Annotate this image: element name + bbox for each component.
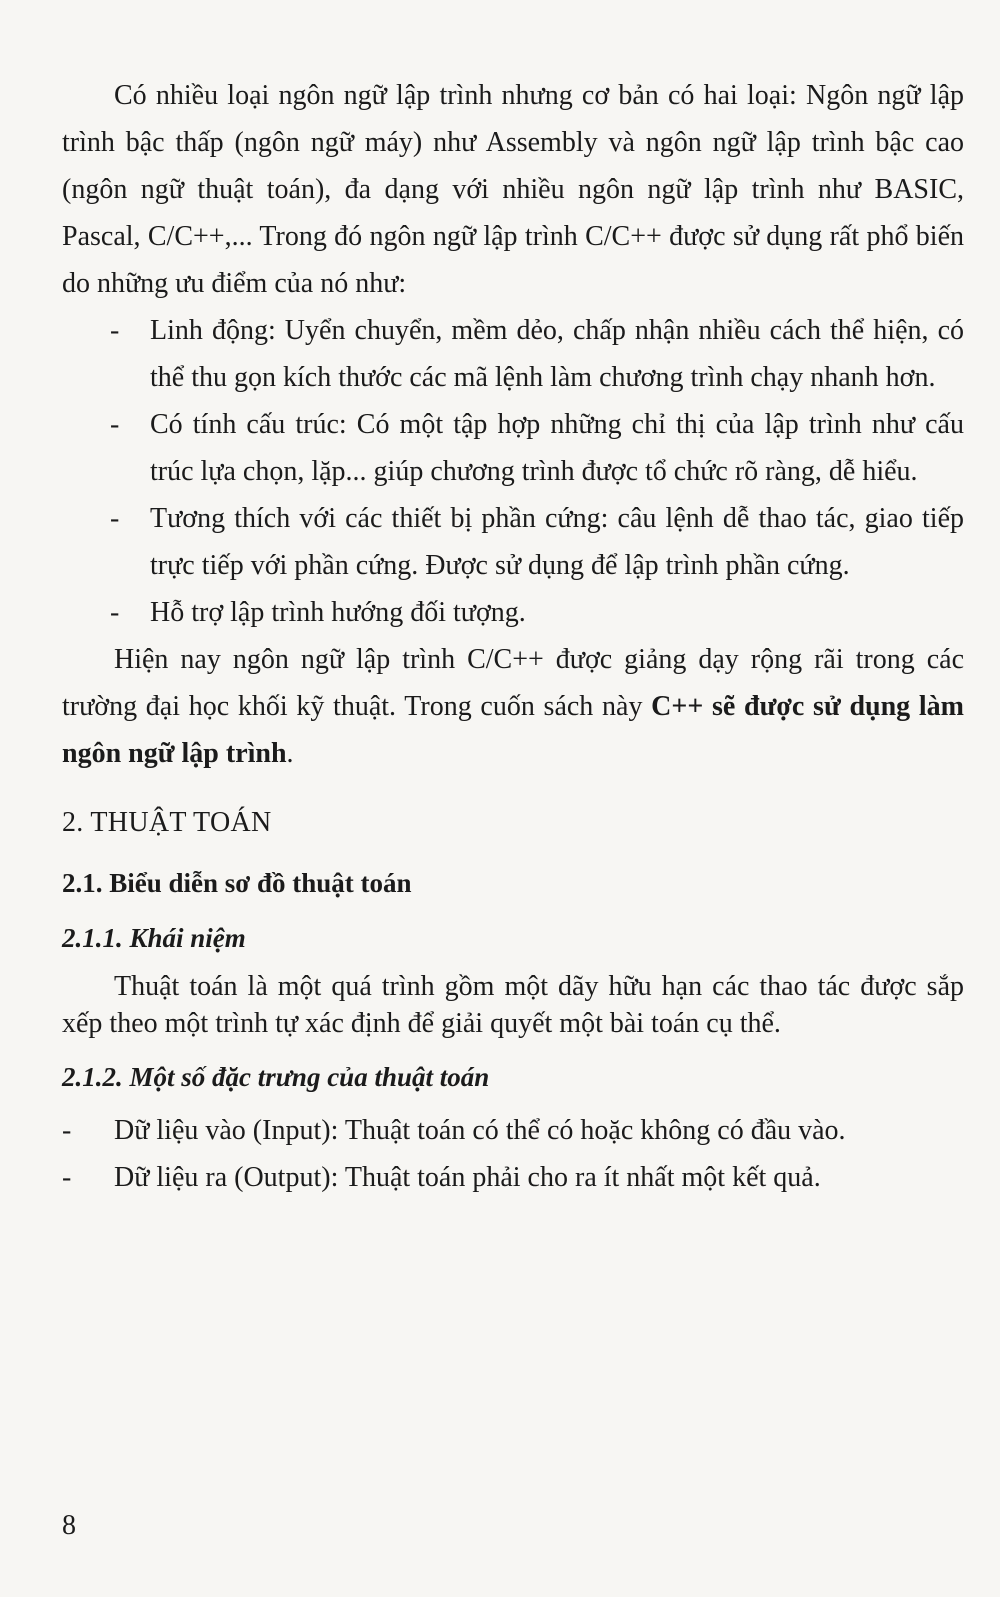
list-item: - Hỗ trợ lập trình hướng đối tượng.	[62, 589, 964, 636]
page-number: 8	[62, 1510, 76, 1541]
bullet-dash: -	[110, 315, 120, 346]
definition-paragraph: Thuật toán là một quá trình gồm một dãy hữu hạn các thao tác được sắp xếp theo một trình tự xác định để giải quyết một bài toán cụ thể.	[62, 971, 964, 1039]
current-usage-paragraph: Hiện nay ngôn ngữ lập trình C/C++ được giảng dạy rộng rãi trong các trường đại học khối kỹ thuật. Trong cuốn sách này C++ sẽ được sử dụng làm ngôn ngữ lập trình.	[62, 644, 965, 769]
list-item: - Tương thích với các thiết bị phần cứng: câu lệnh dễ thao tác, giao tiếp trực tiếp với phần cứng. Được sử dụng để lập trình phần cứng.	[62, 495, 964, 589]
bullet-dash: -	[110, 503, 120, 534]
bold-phrase: C++ sẽ được sử dụng làm ngôn ngữ lập trình	[62, 691, 965, 769]
intro-paragraph: Có nhiều loại ngôn ngữ lập trình nhưng cơ bản có hai loại: Ngôn ngữ lập trình bậc thấp (ngôn ngữ máy) như Assembly và ngôn ngữ lập trình bậc cao (ngôn ngữ thuật toán), đa dạng với nhiều ngôn ngữ lập trình như BASIC, Pascal, C/C++,... Trong đó ngôn ngữ lập trình C/C++ được sử dụng rất phổ biến do những ưu điểm của nó như:	[62, 80, 964, 299]
bullet-dash: -	[110, 409, 120, 440]
list-item: - Dữ liệu vào (Input): Thuật toán có thể có hoặc không có đầu vào.	[62, 1107, 964, 1154]
bullet-dash: -	[62, 1162, 72, 1193]
advantages-list	[62, 307, 964, 636]
subsubsection-title: 2.1.1. Khái niệm	[62, 923, 246, 953]
bullet-dash: -	[110, 597, 120, 628]
list-item: - Linh động: Uyển chuyển, mềm dẻo, chấp nhận nhiều cách thể hiện, có thể thu gọn kích thước các mã lệnh làm chương trình chạy nhanh hơn.	[62, 307, 964, 401]
list-item: - Dữ liệu ra (Output): Thuật toán phải cho ra ít nhất một kết quả.	[62, 1154, 964, 1201]
bullet-dash: -	[62, 1115, 72, 1146]
list-item: - Có tính cấu trúc: Có một tập hợp những chỉ thị của lập trình như cấu trúc lựa chọn, lặp... giúp chương trình được tổ chức rõ ràng, dễ hiểu.	[62, 401, 964, 495]
features-list	[62, 1107, 964, 1201]
page-body	[62, 72, 964, 1201]
subsection-title: 2.1. Biểu diễn sơ đồ thuật toán	[62, 868, 412, 898]
section-title: 2. THUẬT TOÁN	[62, 807, 272, 838]
subsubsection-title: 2.1.2. Một số đặc trưng của thuật toán	[62, 1062, 490, 1092]
